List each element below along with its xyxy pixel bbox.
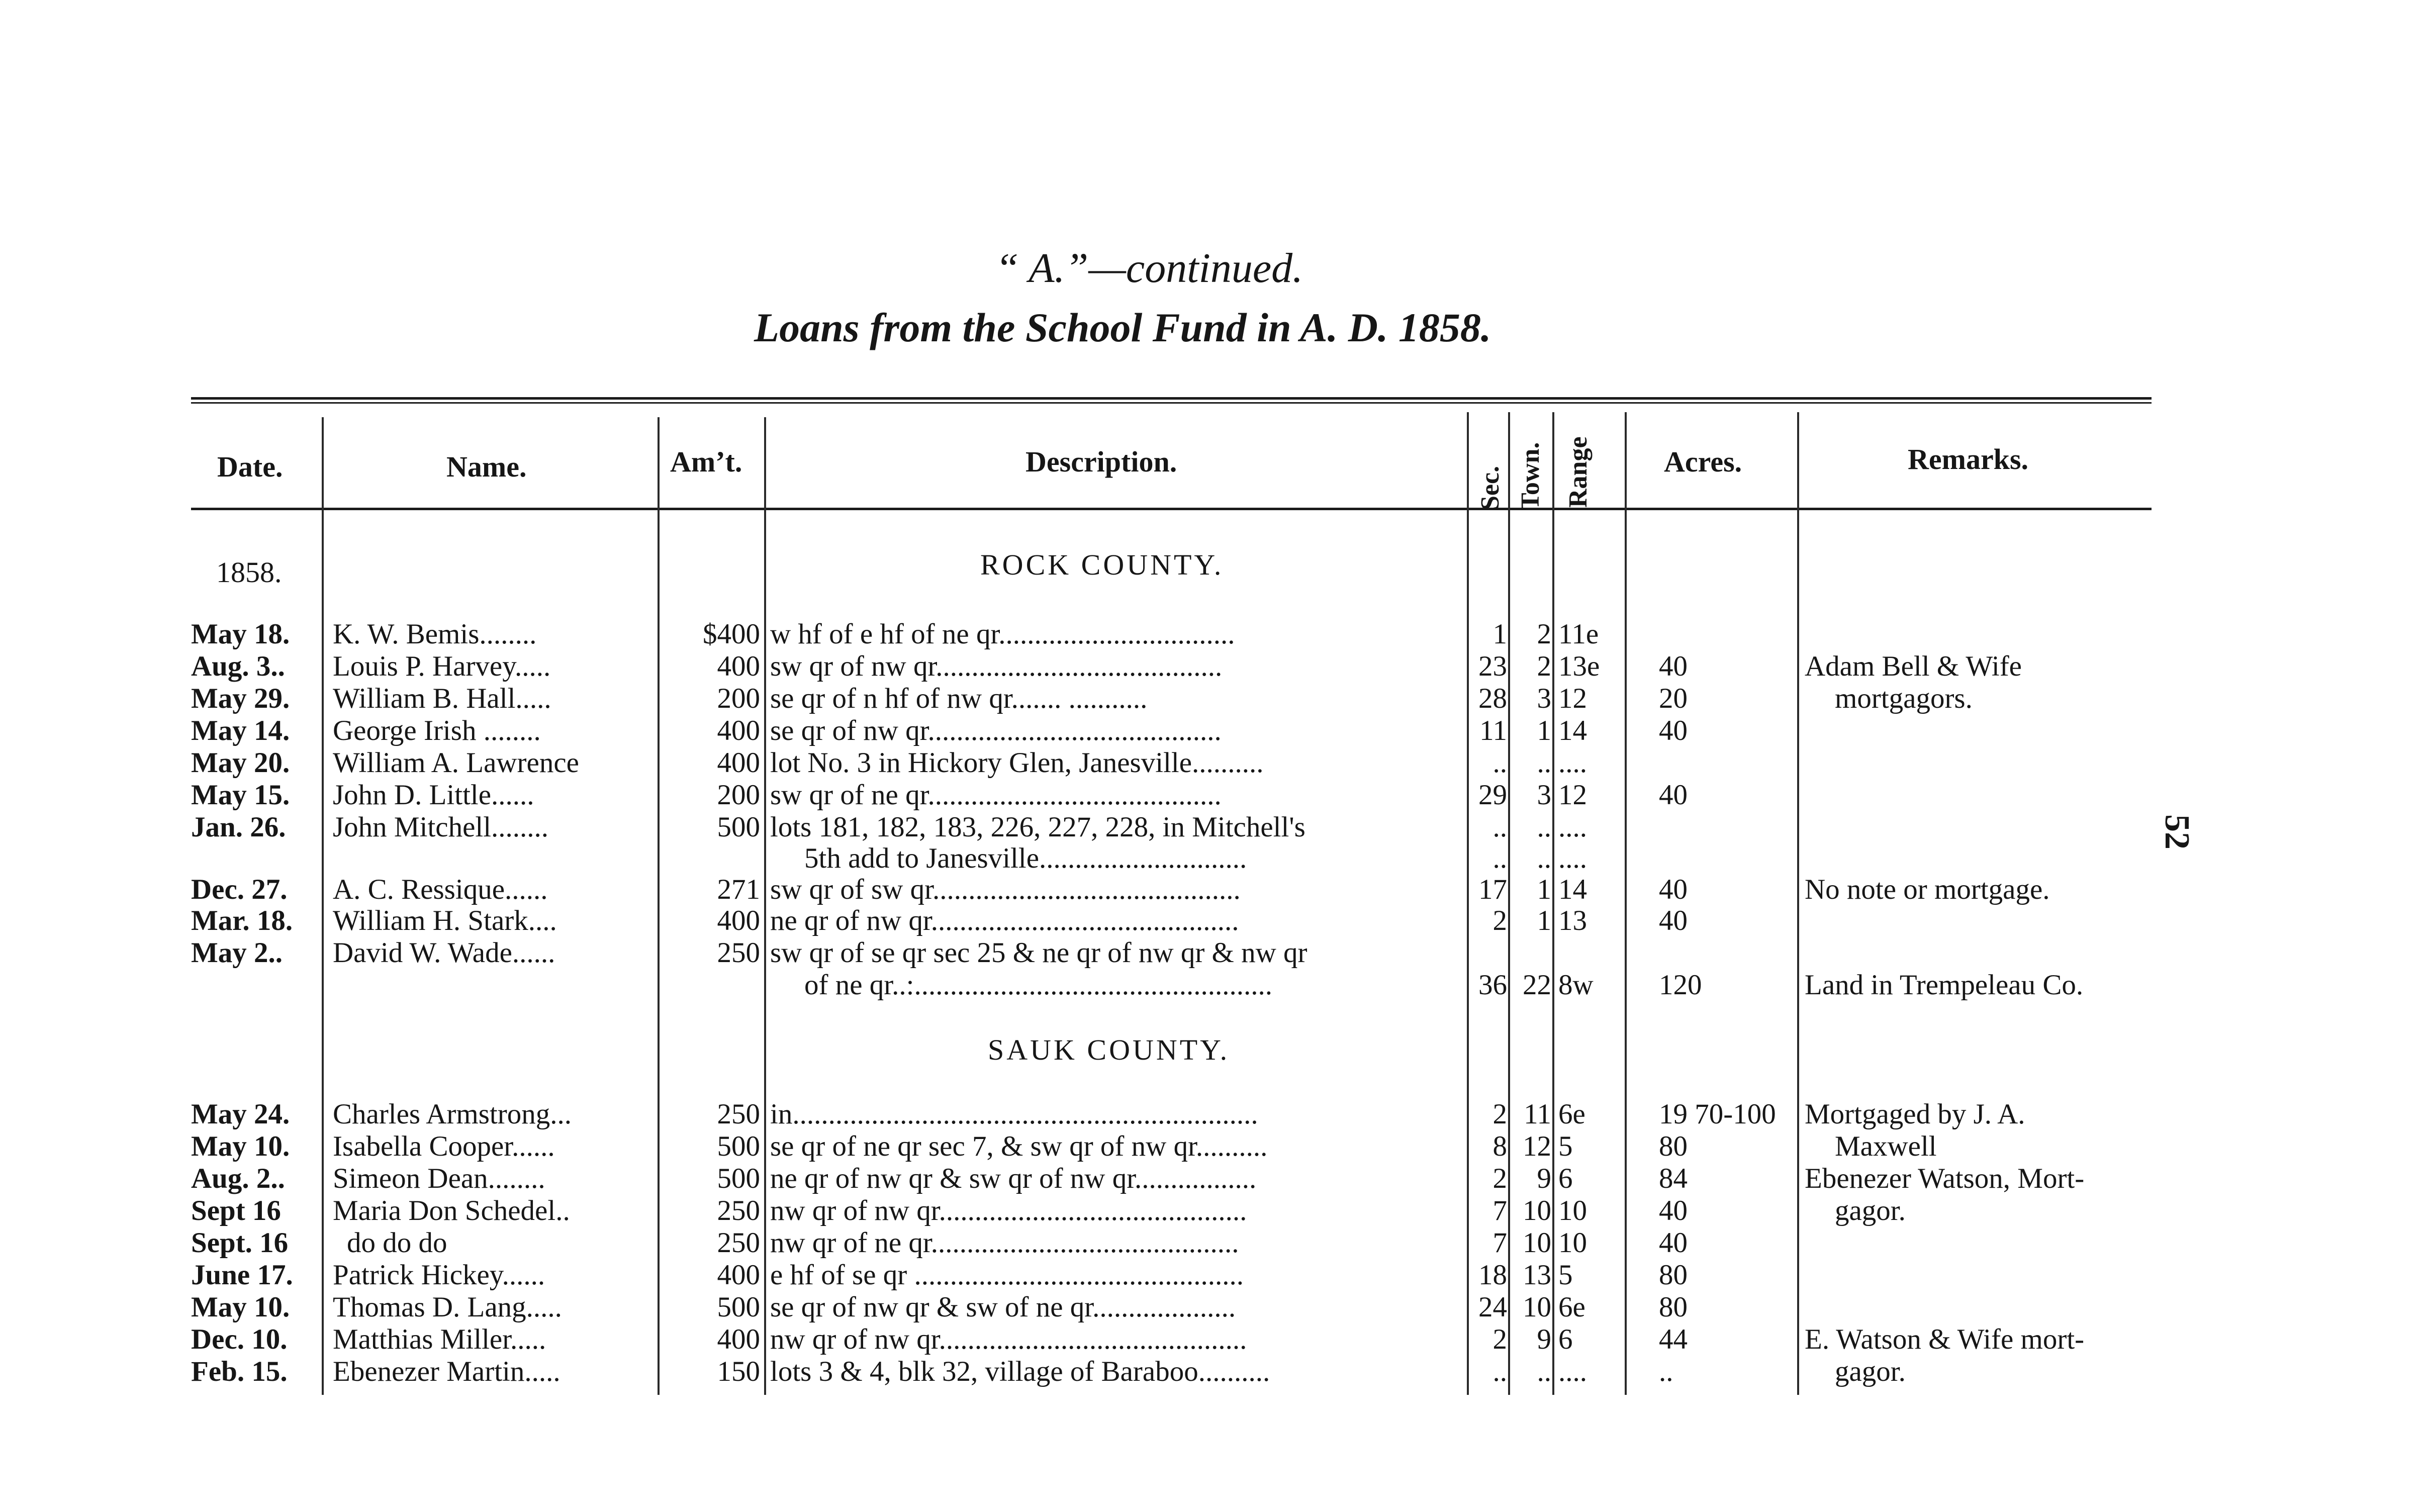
table-row	[0, 937, 2428, 969]
cell-name: David W. Wade......	[333, 937, 555, 969]
cell-remarks: Ebenezer Watson, Mort-	[1805, 1163, 2085, 1194]
cell-town: 10	[1523, 1227, 1551, 1259]
cell-acres: 19 70-100	[1659, 1098, 1776, 1130]
cell-date: Aug. 3..	[191, 650, 285, 682]
cell-remarks: gagor.	[1835, 1356, 1906, 1387]
cell-acres: 40	[1659, 1195, 1688, 1226]
cell-date: May 10.	[191, 1291, 290, 1323]
cell-description: se qr of ne qr sec 7, & sw qr of nw qr..........	[770, 1130, 1268, 1162]
cell-town: 13	[1523, 1259, 1551, 1291]
column-header-amount: Am’t.	[670, 445, 742, 478]
cell-description: sw qr of nw qr........................................	[770, 650, 1223, 682]
cell-description: in.................................................................	[770, 1098, 1258, 1130]
cell-sec: ..	[1492, 811, 1507, 843]
cell-date: Dec. 27.	[191, 874, 288, 905]
cell-range: 5	[1558, 1130, 1573, 1162]
cell-range: 5	[1558, 1259, 1573, 1291]
cell-name: Charles Armstrong...	[333, 1098, 572, 1130]
cell-date: Aug. 2..	[191, 1163, 285, 1194]
cell-date: Mar. 18.	[191, 905, 293, 936]
cell-amount: 400	[717, 1259, 760, 1291]
cell-acres: 40	[1659, 905, 1688, 936]
cell-range: 10	[1558, 1195, 1587, 1226]
cell-town: 2	[1537, 650, 1551, 682]
cell-date: Sept. 16	[191, 1227, 289, 1259]
cell-remarks: Mortgaged by J. A.	[1805, 1098, 2025, 1130]
cell-sec: 2	[1492, 1163, 1507, 1194]
cell-range: 6	[1558, 1163, 1573, 1194]
cell-range: 13e	[1558, 650, 1600, 682]
table-row	[0, 1356, 2428, 1388]
cell-date: May 14.	[191, 715, 290, 746]
cell-town: ..	[1537, 811, 1551, 843]
table-row	[0, 1163, 2428, 1195]
cell-description: se qr of nw qr.........................................	[770, 715, 1222, 746]
cell-amount: 150	[717, 1356, 760, 1387]
cell-description: se qr of nw qr & sw of ne qr....................	[770, 1291, 1236, 1323]
cell-name: William B. Hall.....	[333, 683, 551, 714]
cell-amount: 500	[717, 1291, 760, 1323]
cell-name: William H. Stark....	[333, 905, 557, 936]
cell-name: do do do	[347, 1227, 447, 1259]
cell-name: Patrick Hickey......	[333, 1259, 545, 1291]
cell-amount: 500	[717, 1130, 760, 1162]
cell-amount: 400	[717, 905, 760, 936]
cell-description: ne qr of nw qr...........................................	[770, 905, 1239, 936]
cell-name: K. W. Bemis........	[333, 618, 537, 650]
cell-name: Louis P. Harvey.....	[333, 650, 551, 682]
cell-town: 9	[1537, 1324, 1551, 1355]
cell-amount: 271	[717, 874, 760, 905]
cell-remarks: No note or mortgage.	[1805, 874, 2050, 905]
cell-description: of ne qr..:..................................................	[804, 969, 1272, 1001]
cell-sec: ..	[1492, 1356, 1507, 1387]
cell-name: George Irish ........	[333, 715, 541, 746]
cell-description: sw qr of se qr sec 25 & ne qr of nw qr & nw qr	[770, 937, 1308, 969]
cell-acres: ..	[1659, 1356, 1673, 1387]
table-row-continuation	[0, 842, 2428, 875]
table-top-rule	[191, 397, 2152, 400]
cell-range: 13	[1558, 905, 1587, 936]
cell-description: e hf of se qr ..............................................	[770, 1259, 1244, 1291]
cell-date: Jan. 26.	[191, 811, 286, 843]
cell-acres: 80	[1659, 1291, 1688, 1323]
cell-name: Ebenezer Martin.....	[333, 1356, 561, 1387]
cell-town: 22	[1523, 969, 1551, 1001]
cell-name: Isabella Cooper......	[333, 1130, 555, 1162]
cell-date: Dec. 10.	[191, 1324, 288, 1355]
cell-acres: 44	[1659, 1324, 1688, 1355]
cell-sec: 1	[1492, 618, 1507, 650]
table-row	[0, 715, 2428, 747]
cell-name: Thomas D. Lang.....	[333, 1291, 562, 1323]
table-row	[0, 1130, 2428, 1163]
table-row	[0, 811, 2428, 843]
cell-description: sw qr of sw qr...........................................	[770, 874, 1241, 905]
cell-acres: 40	[1659, 715, 1688, 746]
cell-date: Sept 16	[191, 1195, 281, 1226]
cell-name: A. C. Ressique......	[333, 874, 548, 905]
cell-remarks: mortgagors.	[1835, 683, 1973, 714]
column-header-remarks: Remarks.	[1908, 443, 2029, 476]
cell-range: ....	[1558, 747, 1587, 779]
cell-sec: 8	[1492, 1130, 1507, 1162]
cell-range: 14	[1558, 874, 1587, 905]
table-row	[0, 1259, 2428, 1291]
cell-range: 12	[1558, 779, 1587, 811]
cell-amount: 500	[717, 1163, 760, 1194]
cell-acres: 80	[1659, 1259, 1688, 1291]
cell-range: ....	[1558, 1356, 1587, 1387]
cell-town: 3	[1537, 779, 1551, 811]
cell-date: Feb. 15.	[191, 1356, 288, 1387]
cell-town: 12	[1523, 1130, 1551, 1162]
cell-remarks: Land in Trempeleau Co.	[1805, 969, 2084, 1001]
cell-sec: 11	[1479, 715, 1507, 746]
cell-sec: ..	[1492, 842, 1507, 874]
cell-name: John D. Little......	[333, 779, 534, 811]
column-header-name: Name.	[446, 450, 527, 483]
column-header-date: Date.	[217, 450, 283, 483]
table-row	[0, 905, 2428, 937]
cell-sec: ..	[1492, 747, 1507, 779]
cell-name: John Mitchell........	[333, 811, 549, 843]
cell-amount: 400	[717, 715, 760, 746]
cell-date: May 15.	[191, 779, 290, 811]
cell-range: 11e	[1558, 618, 1599, 650]
cell-date: June 17.	[191, 1259, 293, 1291]
cell-range: 10	[1558, 1227, 1587, 1259]
cell-date: May 10.	[191, 1130, 290, 1162]
section-heading-rock-county: ROCK COUNTY.	[980, 548, 1224, 581]
cell-amount: 400	[717, 747, 760, 779]
cell-amount: 250	[717, 1195, 760, 1226]
cell-description: 5th add to Janesville.............................	[804, 842, 1247, 874]
cell-date: May 18.	[191, 618, 290, 650]
cell-sec: 23	[1478, 650, 1507, 682]
cell-sec: 2	[1492, 1324, 1507, 1355]
table-top-rule-inner	[191, 402, 2152, 404]
cell-description: se qr of n hf of nw qr....... ...........	[770, 683, 1148, 714]
cell-description: ne qr of nw qr & sw qr of nw qr.................	[770, 1163, 1257, 1194]
cell-amount: 400	[717, 650, 760, 682]
cell-amount: 250	[717, 1227, 760, 1259]
table-row	[0, 874, 2428, 906]
cell-sec: 36	[1478, 969, 1507, 1001]
column-header-town: Town.	[1516, 442, 1545, 510]
cell-town: ..	[1537, 1356, 1551, 1387]
cell-acres: 40	[1659, 1227, 1688, 1259]
cell-sec: 17	[1478, 874, 1507, 905]
cell-remarks: gagor.	[1835, 1195, 1906, 1226]
cell-sec: 2	[1492, 905, 1507, 936]
cell-acres: 80	[1659, 1130, 1688, 1162]
cell-acres: 40	[1659, 874, 1688, 905]
cell-town: 1	[1537, 874, 1551, 905]
cell-sec: 29	[1478, 779, 1507, 811]
year-label: 1858.	[216, 556, 282, 589]
cell-sec: 7	[1492, 1227, 1507, 1259]
cell-description: lot No. 3 in Hickory Glen, Janesville..........	[770, 747, 1264, 779]
column-header-sec: Sec.	[1476, 465, 1505, 510]
cell-sec: 28	[1478, 683, 1507, 714]
cell-date: May 24.	[191, 1098, 290, 1130]
cell-description: lots 181, 182, 183, 226, 227, 228, in Mitchell's	[770, 811, 1305, 843]
cell-name: Simeon Dean........	[333, 1163, 545, 1194]
cell-date: May 20.	[191, 747, 290, 779]
cell-remarks: Adam Bell & Wife	[1805, 650, 2022, 682]
cell-acres: 20	[1659, 683, 1688, 714]
table-row	[0, 1291, 2428, 1324]
page-subtitle: Loans from the School Fund in A. D. 1858.	[754, 305, 1491, 350]
cell-description: nw qr of nw qr...........................................	[770, 1195, 1247, 1226]
cell-town: 9	[1537, 1163, 1551, 1194]
cell-town: 11	[1524, 1098, 1551, 1130]
cell-description: nw qr of nw qr...........................................	[770, 1324, 1247, 1355]
cell-amount: 400	[717, 1324, 760, 1355]
cell-range: ....	[1558, 811, 1587, 843]
cell-range: 12	[1558, 683, 1587, 714]
header-bottom-rule	[191, 508, 2152, 510]
column-header-range: Range	[1564, 436, 1593, 508]
cell-amount: 250	[717, 1098, 760, 1130]
cell-town: 10	[1523, 1195, 1551, 1226]
cell-range: ....	[1558, 842, 1587, 874]
page-number: 52	[2158, 814, 2196, 849]
cell-town: ..	[1537, 747, 1551, 779]
cell-acres: 40	[1659, 650, 1688, 682]
table-row	[0, 779, 2428, 811]
cell-remarks: E. Watson & Wife mort-	[1805, 1324, 2085, 1355]
cell-town: 1	[1537, 905, 1551, 936]
cell-sec: 18	[1478, 1259, 1507, 1291]
cell-name: William A. Lawrence	[333, 747, 579, 779]
cell-amount: $400	[703, 618, 760, 650]
cell-sec: 24	[1478, 1291, 1507, 1323]
cell-acres: 120	[1659, 969, 1702, 1001]
table-row	[0, 747, 2428, 779]
cell-description: w hf of e hf of ne qr.................................	[770, 618, 1235, 650]
cell-town: 3	[1537, 683, 1551, 714]
cell-amount: 200	[717, 683, 760, 714]
cell-range: 8w	[1558, 969, 1594, 1001]
cell-acres: 40	[1659, 779, 1688, 811]
section-heading-sauk-county: SAUK COUNTY.	[988, 1033, 1230, 1066]
cell-sec: 2	[1492, 1098, 1507, 1130]
table-row	[0, 1195, 2428, 1227]
table-row	[0, 1324, 2428, 1356]
cell-amount: 500	[717, 811, 760, 843]
cell-name: Maria Don Schedel..	[333, 1195, 570, 1226]
table-row	[0, 1098, 2428, 1130]
cell-town: ..	[1537, 842, 1551, 874]
table-row	[0, 618, 2428, 650]
cell-description: sw qr of ne qr.........................................	[770, 779, 1222, 811]
cell-amount: 200	[717, 779, 760, 811]
cell-range: 6e	[1558, 1098, 1585, 1130]
cell-range: 14	[1558, 715, 1587, 746]
cell-date: May 2..	[191, 937, 283, 969]
cell-date: May 29.	[191, 683, 290, 714]
cell-town: 10	[1523, 1291, 1551, 1323]
cell-range: 6e	[1558, 1291, 1585, 1323]
table-row	[0, 1227, 2428, 1259]
table-row	[0, 683, 2428, 715]
table-row	[0, 650, 2428, 683]
cell-remarks: Maxwell	[1835, 1130, 1937, 1162]
cell-description: lots 3 & 4, blk 32, village of Baraboo..........	[770, 1356, 1270, 1387]
cell-town: 2	[1537, 618, 1551, 650]
cell-description: nw qr of ne qr...........................................	[770, 1227, 1239, 1259]
column-header-description: Description.	[1025, 445, 1177, 478]
cell-name: Matthias Miller.....	[333, 1324, 546, 1355]
table-row-continuation	[0, 969, 2428, 1001]
page-title: “ A.”—continued.	[995, 245, 1303, 292]
cell-town: 1	[1537, 715, 1551, 746]
cell-range: 6	[1558, 1324, 1573, 1355]
column-header-acres: Acres.	[1664, 445, 1742, 478]
cell-sec: 7	[1492, 1195, 1507, 1226]
cell-amount: 250	[717, 937, 760, 969]
cell-acres: 84	[1659, 1163, 1688, 1194]
